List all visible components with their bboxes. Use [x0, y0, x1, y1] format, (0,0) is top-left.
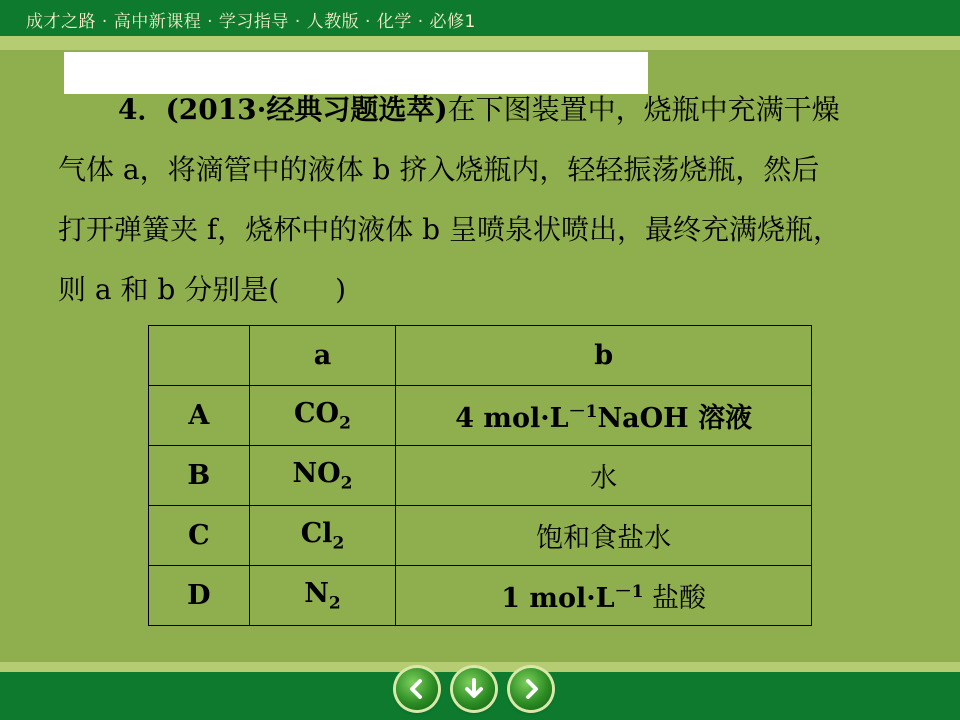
next-button[interactable] — [510, 668, 552, 710]
answer-table — [148, 325, 812, 626]
question-number: 4． — [118, 93, 166, 126]
arrow-down-icon — [461, 676, 487, 702]
header-bar — [0, 0, 960, 36]
option-label: B — [149, 446, 250, 506]
gas-a: $CO_2$ — [249, 386, 396, 446]
question-line3: 打开弹簧夹 f，烧杯中的液体 b 呈喷泉状喷出，最终充满烧瓶， — [58, 213, 841, 246]
table-header-cell — [149, 326, 250, 386]
question-line1: 在下图装置中，烧瓶中充满干燥 — [447, 93, 840, 126]
prev-button[interactable] — [396, 668, 438, 710]
table-row — [149, 566, 812, 626]
question-text — [58, 80, 918, 320]
table-row — [149, 386, 812, 446]
liquid-b: 4 $mol\cdot L^{-1}NaOH$ 溶液 — [396, 386, 812, 446]
arrow-left-icon — [404, 676, 430, 702]
liquid-b: 饱和食盐水 — [396, 506, 812, 566]
table-header-row — [149, 326, 812, 386]
question-source: (2013·经典习题选萃) — [165, 93, 448, 126]
table-row — [149, 446, 812, 506]
gas-a: $Cl_2$ — [249, 506, 396, 566]
arrow-right-icon — [518, 676, 544, 702]
home-button[interactable] — [453, 668, 495, 710]
option-label: C — [149, 506, 250, 566]
gas-a: $N_2$ — [249, 566, 396, 626]
liquid-b: 水 — [396, 446, 812, 506]
option-label: A — [149, 386, 250, 446]
option-label: D — [149, 566, 250, 626]
table-row — [149, 506, 812, 566]
table-header-cell: a — [249, 326, 396, 386]
header-title: 成才之路 · 高中新课程 · 学习指导 · 人教版 · 化学 · 必修1 — [26, 12, 476, 32]
question-line4: 则 a 和 b 分别是( ) — [58, 273, 347, 306]
table-header-cell: b — [396, 326, 812, 386]
gas-a: $NO_2$ — [249, 446, 396, 506]
liquid-b: 1 $mol\cdot L^{-1}$ 盐酸 — [396, 566, 812, 626]
question-line2: 气体 a，将滴管中的液体 b 挤入烧瓶内，轻轻振荡烧瓶，然后 — [58, 153, 820, 186]
header-divider — [0, 36, 960, 50]
